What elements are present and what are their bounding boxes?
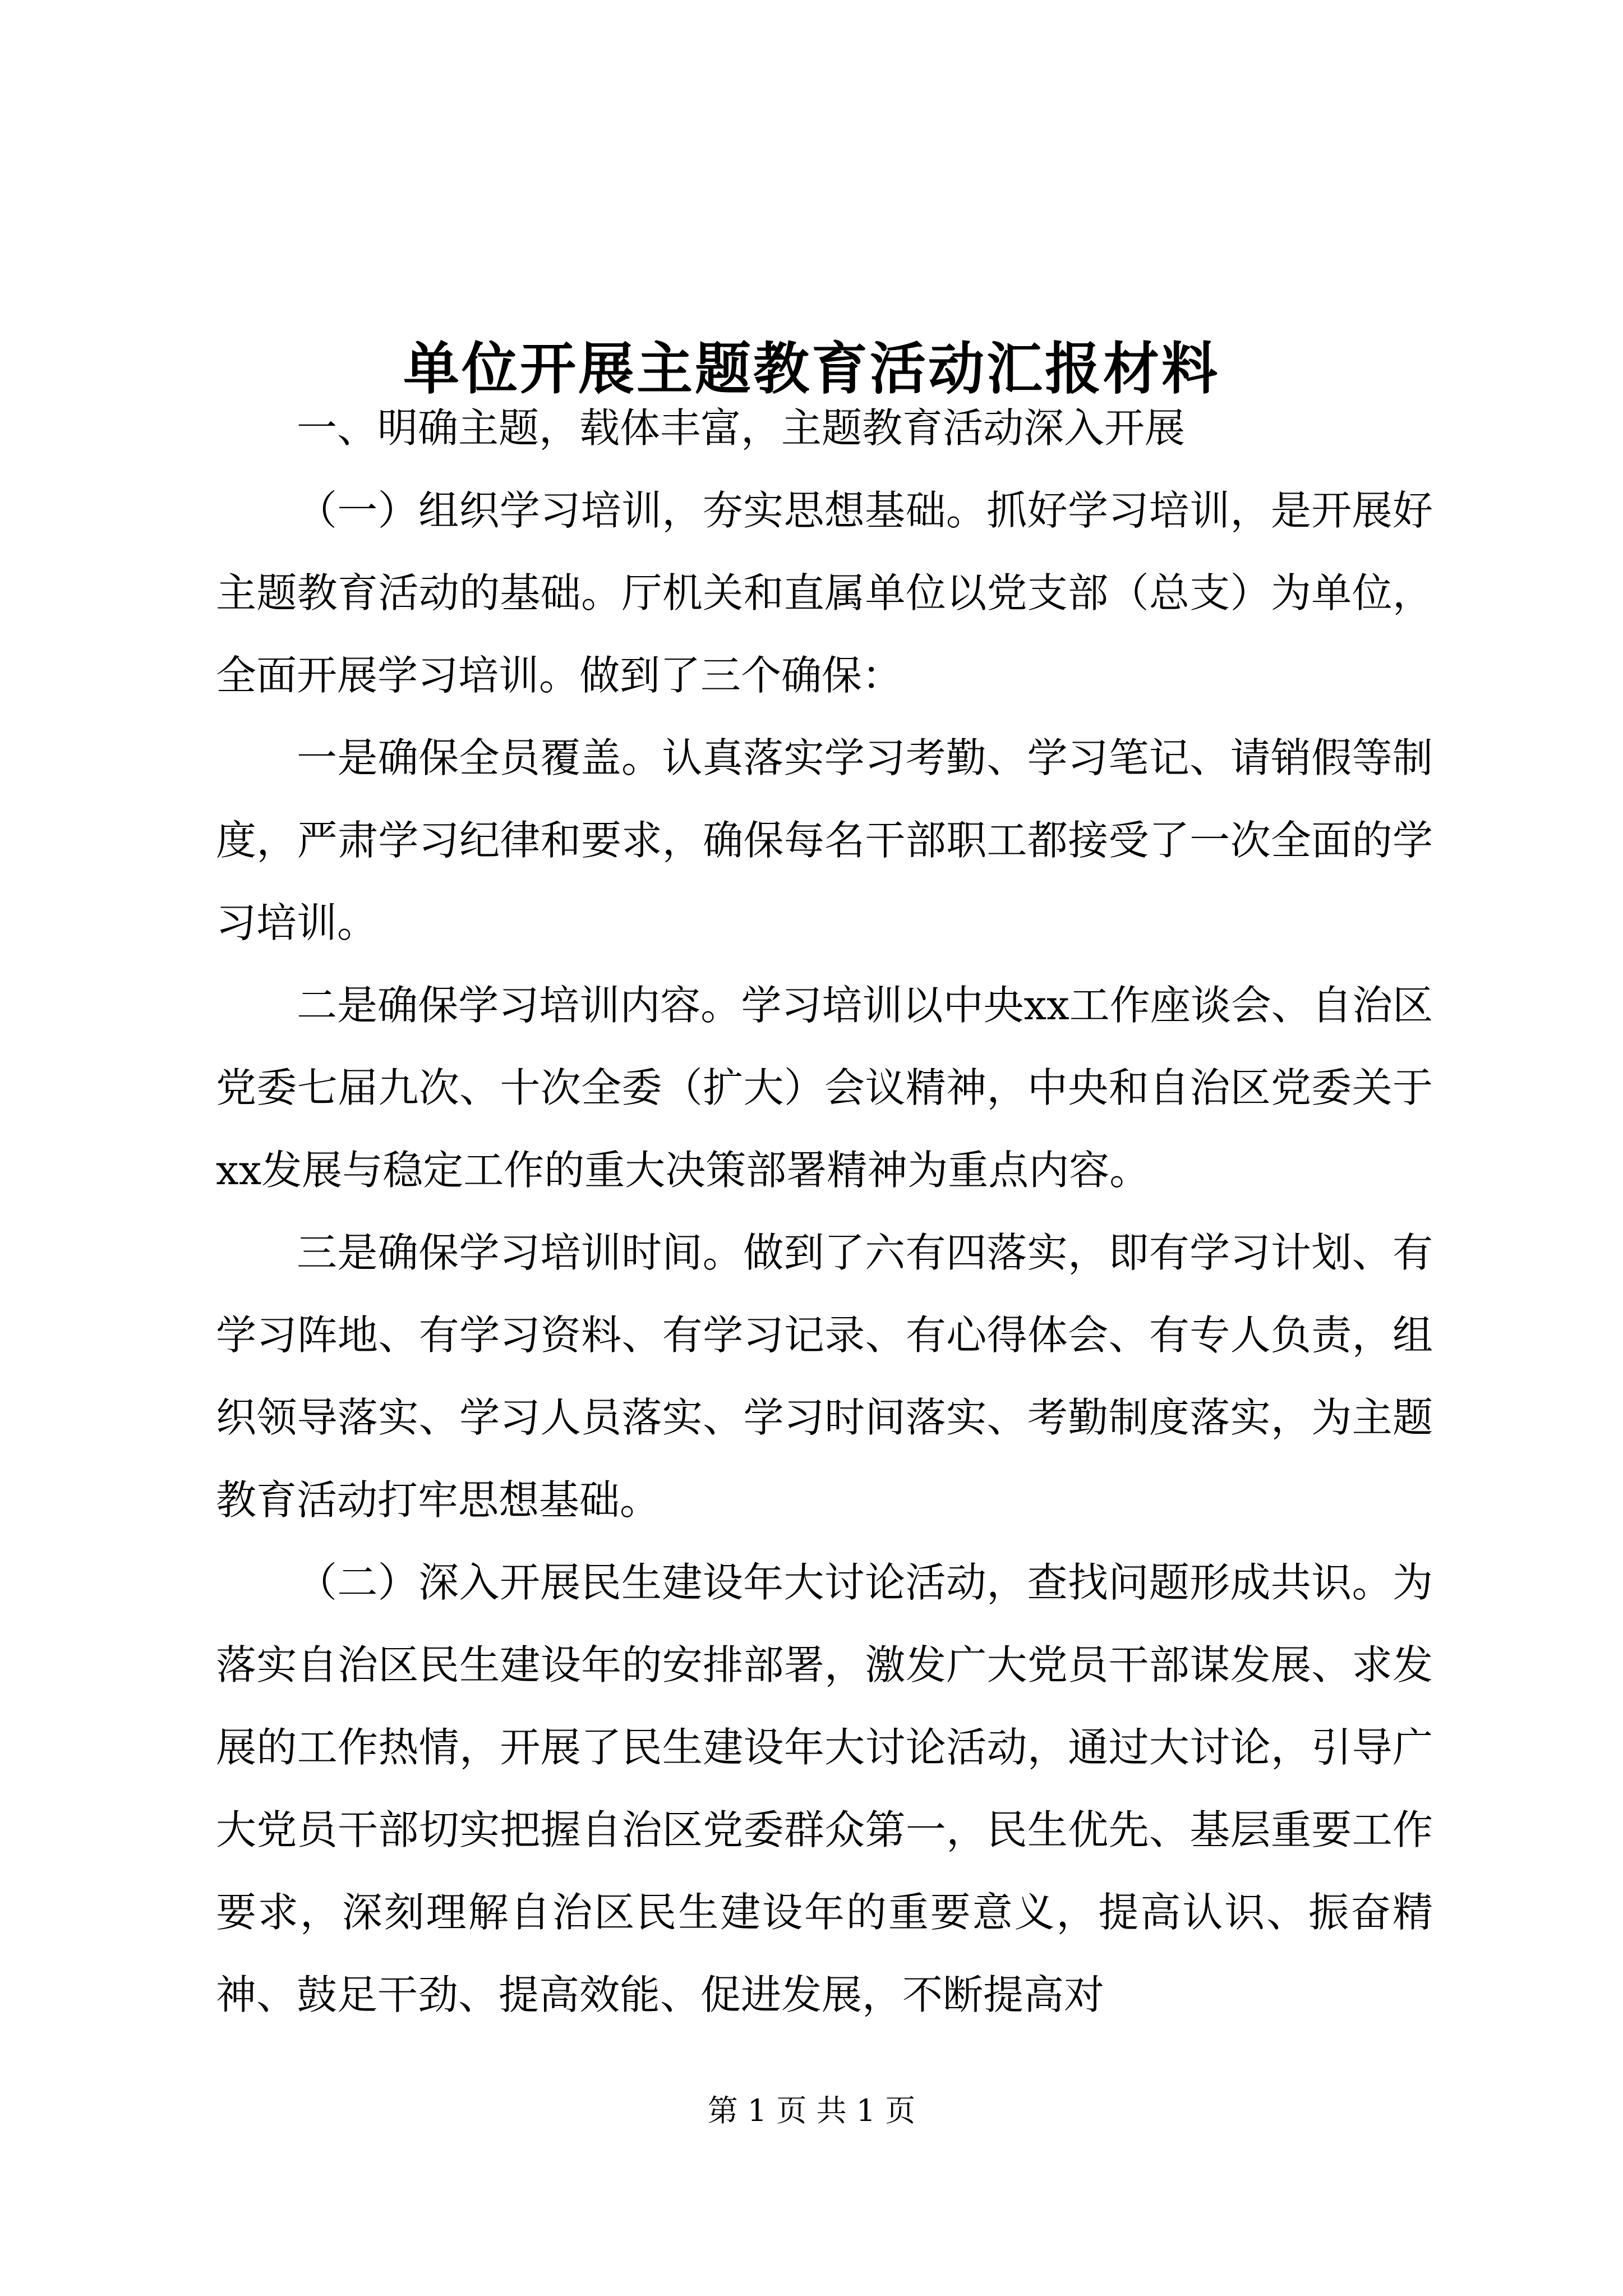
- page-footer: 第 1 页 共 1 页: [707, 2093, 916, 2128]
- paragraph: （二）深入开展民生建设年大讨论活动，查找问题形成共识。为落实自治区民生建设年的安排部署，激发广大党员干部谋发展、求发展的工作热情，开展了民生建设年大讨论活动，通过大讨论，引导广大党员干部切实把握自治区党委群众第一，民生优先、基层重要工作要求，深刻理解自治区民生建设年的重要意义，提高认识、振奋精神、鼓足干劲、提高效能、促进发展，不断提高对: [216, 1559, 1433, 2018]
- paragraph: 二是确保学习培训内容。学习培训以中央xx工作座谈会、自治区党委七届九次、十次全委（扩大）会议精神，中央和自治区党委关于xx发展与稳定工作的重大决策部署精神为重点内容。: [216, 982, 1433, 1194]
- paragraph: 三是确保学习培训时间。做到了六有四落实，即有学习计划、有学习阵地、有学习资料、有学习记录、有心得体会、有专人负责，组织领导落实、学习人员落实、学习时间落实、考勤制度落实，为主题教育活动打牢思想基础。: [216, 1229, 1433, 1524]
- paragraph: 一是确保全员覆盖。认真落实学习考勤、学习笔记、请销假等制度，严肃学习纪律和要求，确保每名干部职工都接受了一次全面的学习培训。: [216, 734, 1433, 946]
- document-body: [216, 387, 1433, 2036]
- document-title: 单位开展主题教育活动汇报材料: [403, 335, 1220, 402]
- section-heading: 一、明确主题，载体丰富，主题教育活动深入开展: [297, 404, 1186, 452]
- paragraph: （一）组织学习培训，夯实思想基础。抓好学习培训，是开展好主题教育活动的基础。厅机关和直属单位以党支部（总支）为单位，全面开展学习培训。做到了三个确保：: [216, 487, 1433, 699]
